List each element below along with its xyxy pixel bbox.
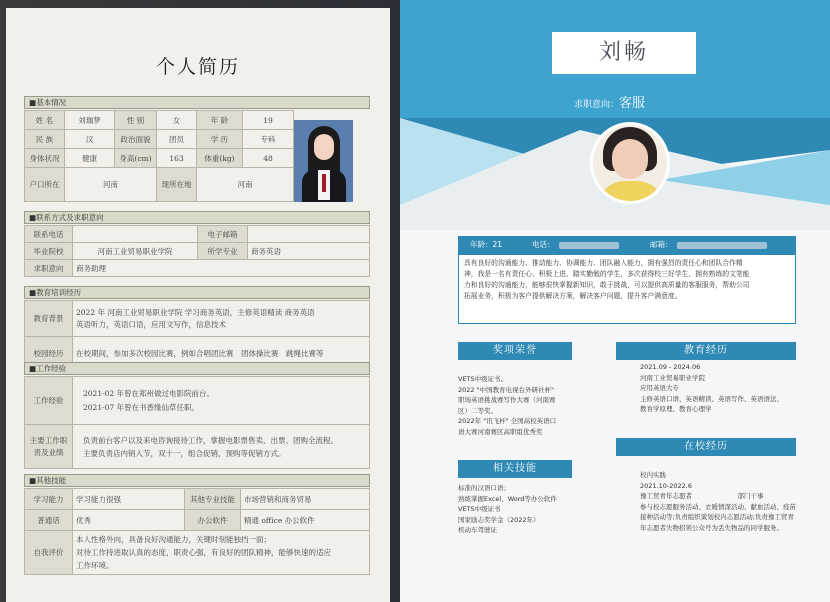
skills-table <box>24 488 370 575</box>
label-name: 姓 名 <box>25 111 65 130</box>
label-hukou: 户口所在 <box>25 168 65 202</box>
section-work: ■工作经验 <box>24 362 370 375</box>
work-duty-2: 主要负责店内销入节，双十一，组合促销，预购等促销方式。 <box>83 448 286 458</box>
campus-list: 校内实践 2021.10-2022.6 豫工贸青年志愿者 部门干事 参与校志愿服务活动、衣暖情深活动、献血活动、疫苗 接种活动等;负责组织策划校内志愿活动;负责豫工贸青 年志愿者失物招领公众号为丢失物品的同学服务。 <box>640 471 796 532</box>
label-school-exp: 校园经历 <box>25 337 73 371</box>
age-text: 年龄：21 <box>470 240 503 249</box>
candidate-name: 刘畅 <box>552 32 696 74</box>
label-email: 电子邮箱 <box>198 226 248 243</box>
work-duty-1: 负责前台客户以及来电咨询接待工作，掌握电影票售卖、出票、团购全流程。 <box>83 435 338 445</box>
self-eval-2: 对待工作持进取认真的态度，职责心强，有良好的团队精神，能够快速的适应 <box>76 548 331 557</box>
value-weight: 48 <box>243 149 294 168</box>
label-height: 身高(cm) <box>115 149 157 168</box>
label-edu-bg: 教育背景 <box>25 301 73 337</box>
self-eval-1: 本人性格外向，具备良好沟通能力，关键时刻能独挡一面； <box>76 535 271 544</box>
value-major: 商务英语 <box>248 243 370 260</box>
section-skills: ■其他技能 <box>24 474 370 487</box>
value-office: 精通 office 办公软件 <box>241 510 370 531</box>
self-eval-3: 工作环境。 <box>76 561 114 570</box>
label-intent: 求职意向 <box>25 260 73 277</box>
label-school: 毕业院校 <box>25 243 73 260</box>
value-phone-redacted <box>73 226 198 243</box>
value-gender: 女 <box>157 111 197 130</box>
job-intent-value: 客服 <box>619 96 646 111</box>
value-current: 河南 <box>197 168 294 202</box>
label-pro-skill: 其他专业技能 <box>185 489 241 510</box>
edu-bg-line-2: 英语听力，英语口语，应用文写作，信息技术 <box>76 319 226 329</box>
job-intent: 求职意向：客服 <box>574 96 646 111</box>
self-introduction: 具有良好的沟通能力、推动能力、协调能力、团队融入能力，拥有强烈的责任心和团队合作精 神，我是一名有责任心、积极上进、踏实勤勉的学生，多次获得校三好学生，拥有熟练的文笔能 力和良好的沟通能力，能够很快掌握新知识，敢于挑战，可以提供高质量的客服服务，帮助公司 拓展业务，积极为客户提供解决方案，解决客户问题，提升客户满意度。 <box>458 254 796 324</box>
portrait-photo <box>294 120 353 202</box>
value-learn: 学习能力很强 <box>73 489 185 510</box>
label-current: 现所在地 <box>157 168 197 202</box>
resume-paper-right <box>400 0 830 602</box>
label-work-duty: 主要工作职责及业绩 <box>25 425 73 469</box>
value-school: 河南工业贸易职业学院 <box>73 243 198 260</box>
work-table <box>24 376 370 469</box>
value-name: 刘珈梦 <box>65 111 115 130</box>
label-degree: 学 历 <box>197 130 243 149</box>
campus-heading: 在校经历 <box>616 438 796 456</box>
edu-table <box>24 300 370 371</box>
contact-table <box>24 225 370 277</box>
email-redacted <box>677 242 767 249</box>
value-age: 19 <box>243 111 294 130</box>
section-edu: ■教育培训经历 <box>24 286 370 299</box>
resume-title: 个人简历 <box>155 56 240 78</box>
value-height: 163 <box>157 149 197 168</box>
section-basic: ■基本情况 <box>24 96 370 109</box>
edu-bg-line-1: 2022 年 河南工业贸易职业学院 学习商务英语，主修英语精读 商务英语 <box>76 307 315 317</box>
value-pro-skill: 市场营销和商务贸易 <box>241 489 370 510</box>
avatar <box>590 122 670 204</box>
value-intent: 商务助理 <box>73 260 370 277</box>
phone-label: 电话： <box>532 240 555 249</box>
work-exp-2: 2021-07 年曾在书香缘仙草任职。 <box>83 402 200 412</box>
label-weight: 体重(kg) <box>197 149 243 168</box>
value-degree: 专科 <box>243 130 294 149</box>
label-work-exp: 工作经验 <box>25 377 73 425</box>
value-health: 健康 <box>65 149 115 168</box>
label-politics: 政治面貌 <box>115 130 157 149</box>
label-ethnic: 民 族 <box>25 130 65 149</box>
edu-heading: 教育经历 <box>616 342 796 360</box>
edu-list: 2021.09 - 2024.06 河南工业贸易职业学院 应用英语大专 主修英语口语、英语精读、英语写作、英语语法、 教育学原理、教育心理学 <box>640 363 783 413</box>
resume-paper-left <box>6 8 390 602</box>
label-mandarin: 普通话 <box>25 510 73 531</box>
basic-info-table <box>24 110 294 202</box>
label-phone: 联系电话 <box>25 226 73 243</box>
work-exp-1: 2021-02 年曾在郑州做过电影院前台。 <box>83 388 215 398</box>
label-age: 年 龄 <box>197 111 243 130</box>
skills-list: 标准的汉语口语； 熟练掌握Excel、Word等办公软件 VETS中级证书 国家励志奖学金（2022年） 机动车驾驶证 <box>458 484 557 534</box>
section-contact: ■联系方式及求职意向 <box>24 211 370 224</box>
label-learn: 学习能力 <box>25 489 73 510</box>
value-ethnic: 汉 <box>65 130 115 149</box>
label-health: 身体状况 <box>25 149 65 168</box>
email-label: 邮箱： <box>650 240 673 249</box>
value-email-redacted <box>248 226 370 243</box>
label-major: 所学专业 <box>198 243 248 260</box>
skills-heading: 相关技能 <box>458 460 572 478</box>
label-self-eval: 自我评价 <box>25 531 73 575</box>
awards-heading: 奖项荣誉 <box>458 342 572 360</box>
value-school-exp: 在校期间，参加多次校园比赛，例如合唱团比赛 团体操比赛 跳绳比赛等 <box>73 337 370 371</box>
label-office: 办公软件 <box>185 510 241 531</box>
value-mandarin: 优秀 <box>73 510 185 531</box>
contact-bar <box>458 236 796 254</box>
value-hukou: 河南 <box>65 168 157 202</box>
value-politics: 团员 <box>157 130 197 149</box>
label-gender: 性 别 <box>115 111 157 130</box>
awards-list: VETS中级证书。 2022 "中国教育电视台外研社杯" 职场英语挑战赛写作大赛（河南赛 区）二等奖。 2022年 "讯飞杯" 全国高校英语口 语大赛河南赛区高职组优秀奖 <box>458 375 557 436</box>
phone-redacted <box>559 242 619 249</box>
